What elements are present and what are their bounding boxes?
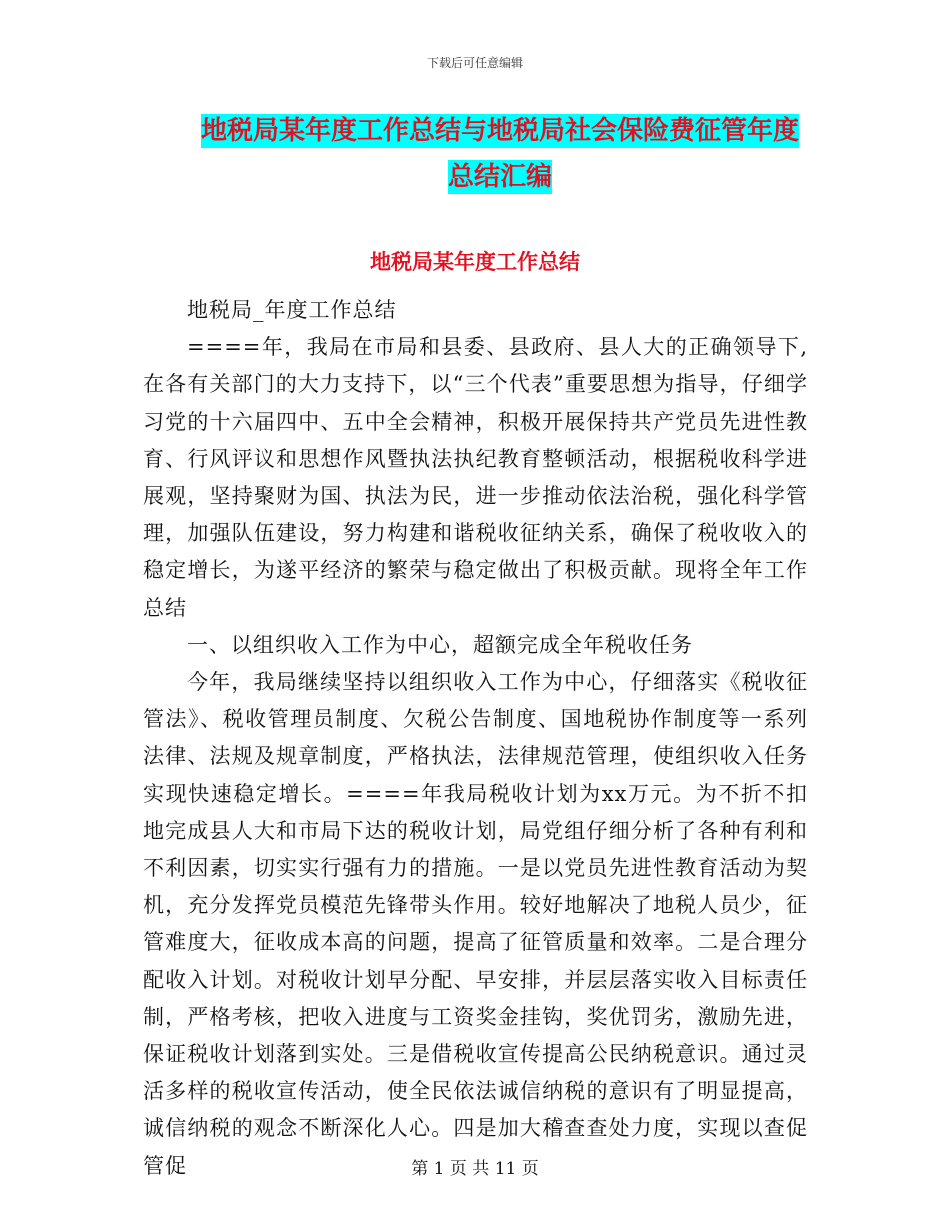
paragraph-subtitle: 地税局_年度工作总结 — [187, 298, 397, 322]
section-title: 地税局某年度工作总结 — [370, 250, 580, 274]
document-title-line2: 总结汇编 — [447, 162, 552, 192]
header-note: 下载后可任意编辑 — [426, 56, 523, 70]
paragraph: 今年，我局继续坚持以组织收入工作为中心，仔细落实《税收征管法》、税收管理员制度、欠税公告制度、国地税协作制度等一系列法律、法规及规章制度，严格执法，法律规范管理，使组织收入任务实现快速稳定增长。====年我局税收计划为xx万元。为不折不扣地完成县人大和市局下达的税收计划，局党组仔细分析了各种有利和不利因素，切实实行强有力的措施。一是以党员先进性教育活动为契机，充分发挥党员模范先锋带头作用。较好地解决了地税人员少，征管难度大，征收成本高的问题，提高了征管质量和效率。二是合理分配收入计划。对税收计划早分配、早安排，并层层落实收入目标责任制，严格考核，把收入进度与工资奖金挂钩，奖优罚劣，激励先进，保证税收计划落到实处。三是借税收宣传提高公民纳税意识。通过灵活多样的税收宣传活动，使全民依法诚信纳税的意识有了明显提高，诚信纳税的观念不断深化人心。四是加大稽查查处力度，实现以查促管促 — [143, 670, 808, 1178]
page-number: 第 1 页 共 11 页 — [411, 1159, 539, 1179]
paragraph-heading: 一、以组织收入工作为中心，超额完成全年税收任务 — [187, 632, 693, 657]
body-text — [143, 292, 808, 1185]
document-title — [150, 108, 850, 200]
paragraph: ====年，我局在市局和县委、县政府、县人大的正确领导下,在各有关部门的大力支持下，以“三个代表”重要思想为指导，仔细学习党的十六届四中、五中全会精神，积极开展保持共产党员先进性教育、行风评议和思想作风暨执法执纪教育整顿活动，根据税收科学进展观，坚持聚财为国、执法为民，进一步推动依法治税，强化科学管理，加强队伍建设，努力构建和谐税收征纳关系，确保了税收收入的稳定增长，为遂平经济的繁荣与稳定做出了积极贡献。现将全年工作总结 — [143, 335, 808, 620]
document-title-line1: 地税局某年度工作总结与地税局社会保险费征管年度 — [200, 116, 799, 146]
